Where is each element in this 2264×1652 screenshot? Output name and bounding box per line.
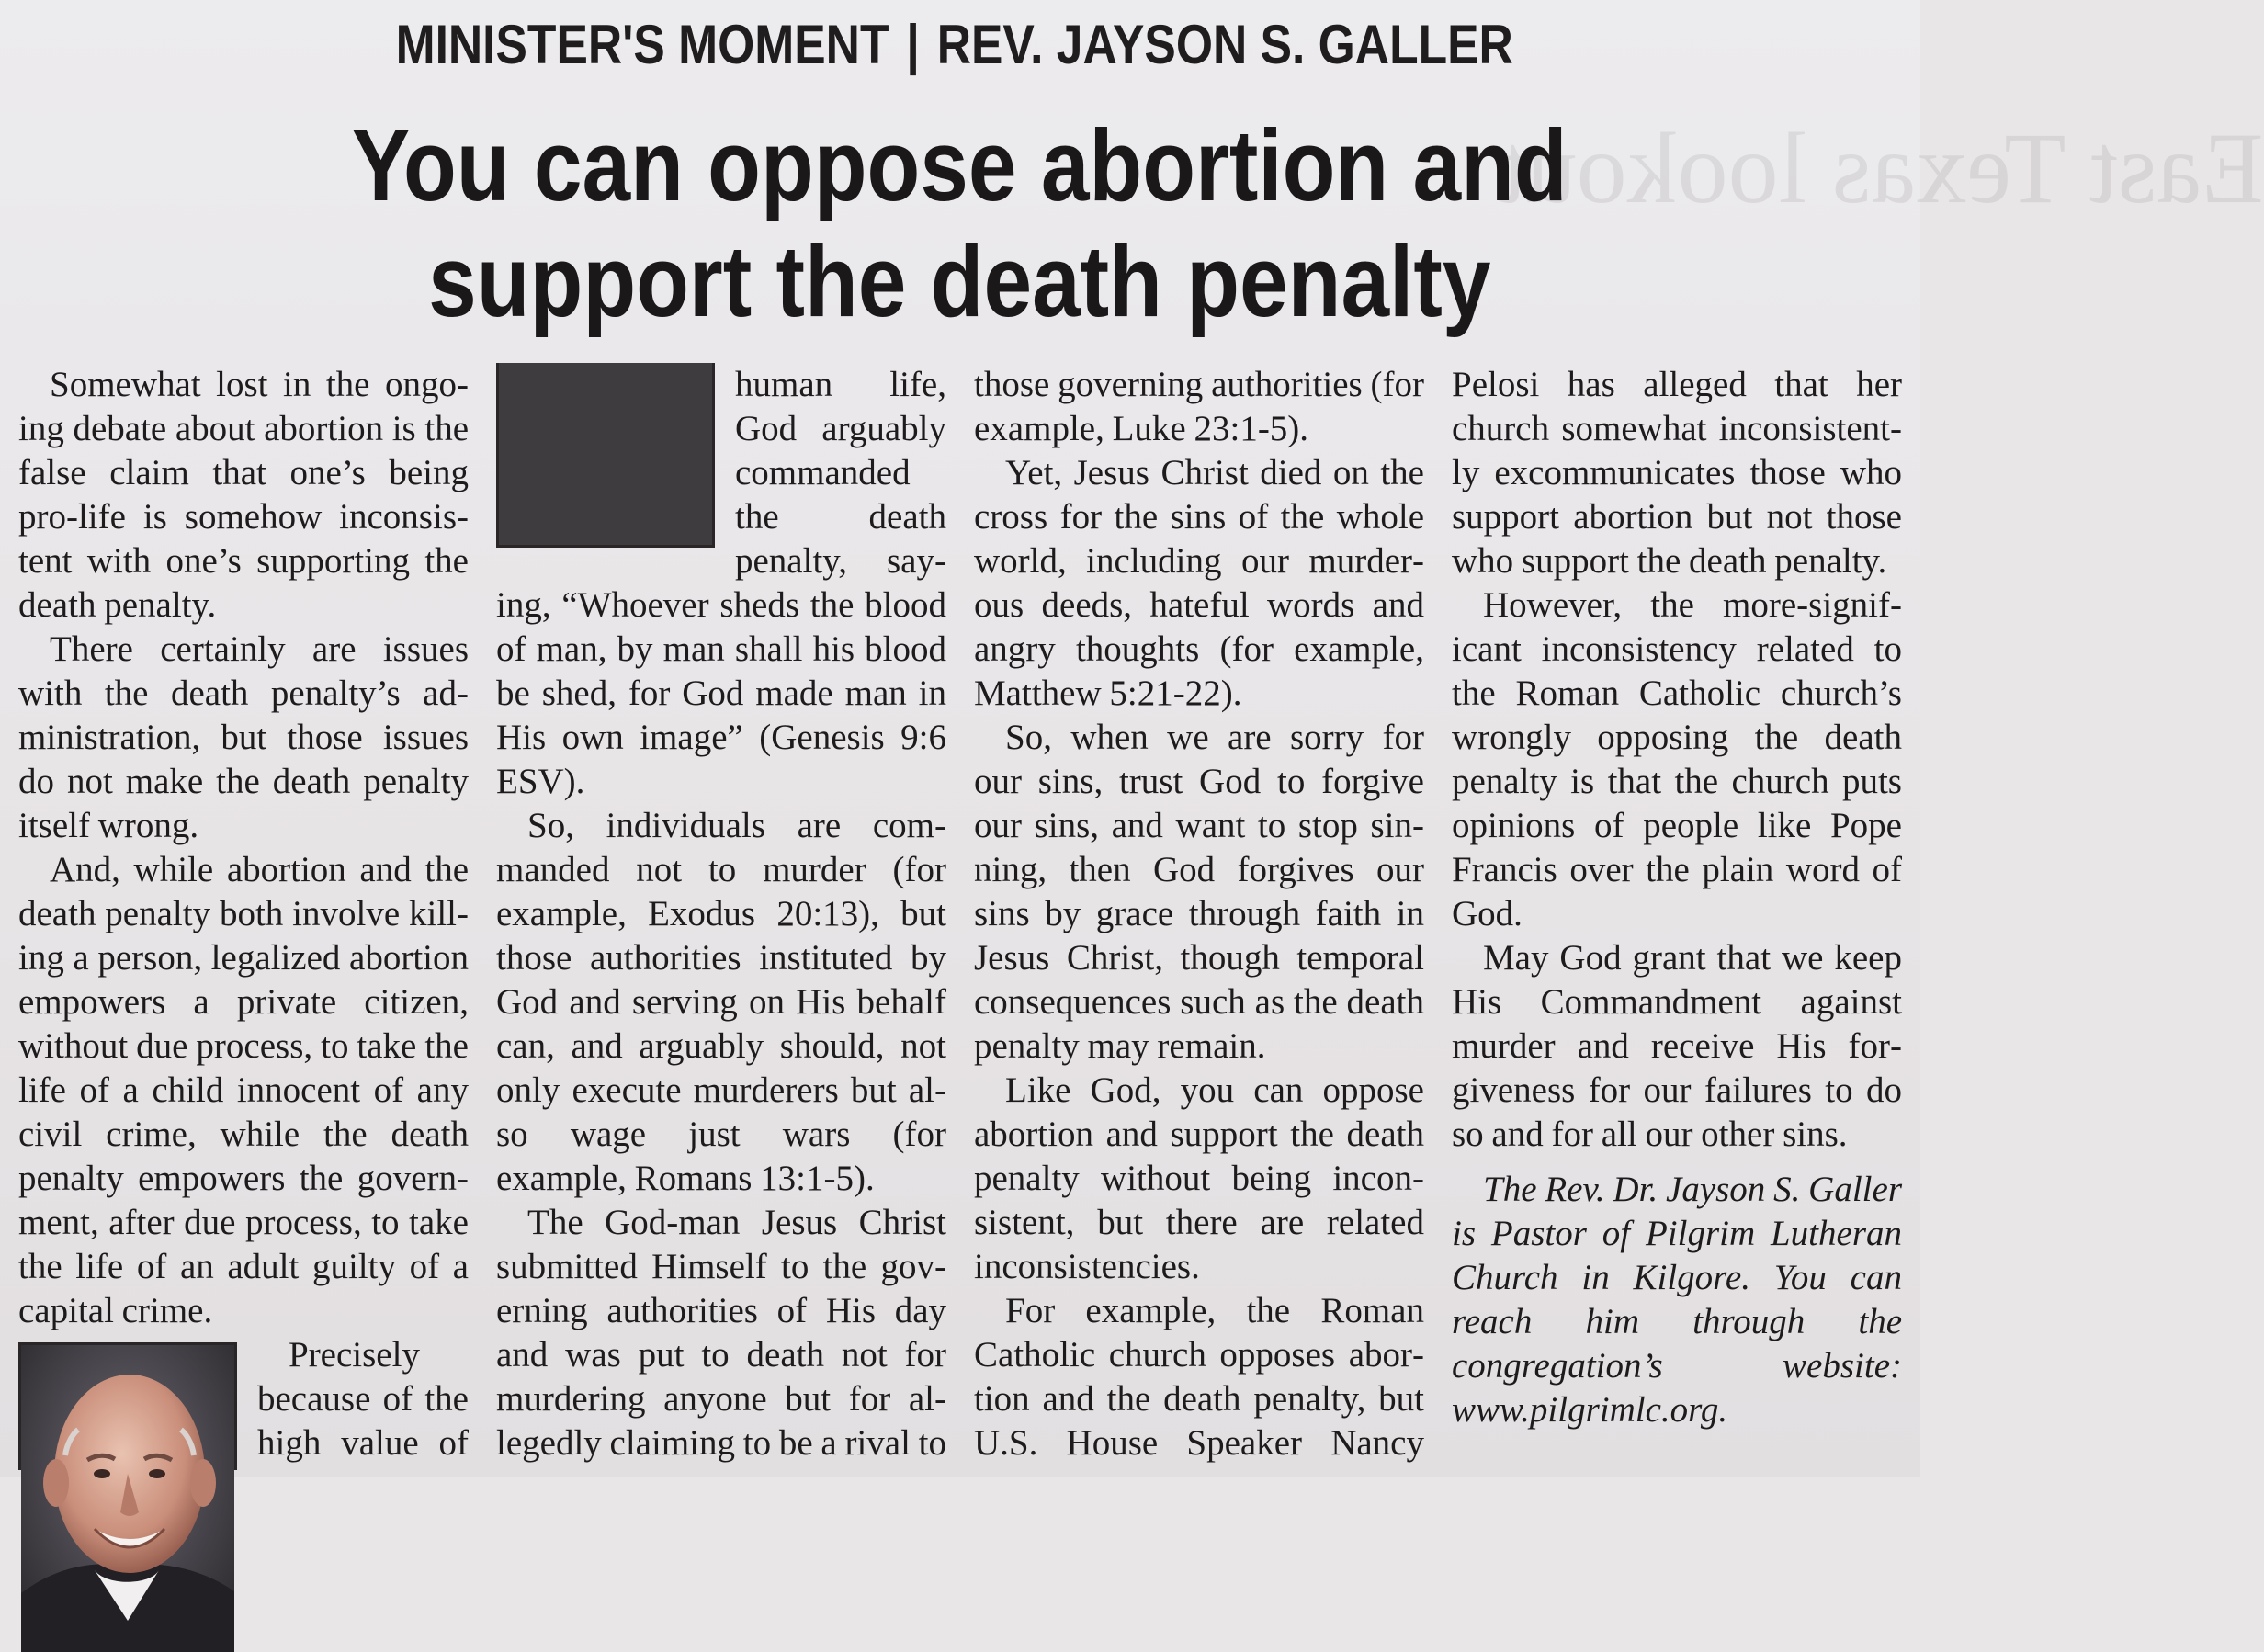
- headline: [134, 108, 1785, 340]
- article-paragraph: Somewhat lost in the ongoing debate about abortion is the false claim that one’s being pro-life is somehow inconsistent with one’s supporting the death penalty.: [18, 365, 469, 625]
- author-bio: The Rev. Dr. Jayson S. Galler is Pastor of Pilgrim Lutheran Church in Kilgore. You can reach him through the congregation’s website: www.pilgrimlc.org.: [1452, 1170, 1902, 1430]
- bleed-through-text: East Texas lookout: [1498, 112, 2264, 224]
- author-portrait-image: [21, 1345, 234, 1652]
- headline-line-2: support the death penalty: [428, 225, 1491, 338]
- article-paragraph: There certainly are issues with the death penalty’s administration, but those issues do not make the death penalty itself wrong.: [18, 629, 469, 845]
- column-author: REV. JAYSON S. GALLER: [936, 14, 1513, 75]
- column-kicker: [129, 13, 1780, 76]
- article-paragraph: May God grant that we keep His Commandment against murder and receive His forgiveness for our failures to do so and for all our other sins.: [1452, 938, 1902, 1154]
- article-paragraph: And, while abortion and the death penalty both involve killing a person, legalized abortion empowers a private citizen, without due process, to take the life of a child innocent of any civil crime, while the death penalty empowers the government, after due process, to take the life of an adult guilty of a capital crime.: [18, 850, 469, 1330]
- article-paragraph: So, individuals are commanded not to murder (for example, Exodus 20:13), but those authorities instituted by God and serving on His behalf can, and arguably should, not only execute murderers but also wage just wars (for example, Romans 13:1-5).: [496, 806, 946, 1198]
- article-paragraph: Yet, Jesus Christ died on the cross for the sins of the whole world, including our murderous deeds, hateful words and angry thoughts (for example, Matthew 5:21-22).: [974, 453, 1424, 713]
- headline-line-1: You can oppose abortion and: [351, 109, 1568, 222]
- column-name: MINISTER'S MOMENT: [395, 14, 889, 75]
- article-paragraph: Precisely because of the high value of human life, God arguably commanded the death penalty, saying, “Whoever sheds the blood of man, by man shall his blood be shed, for God made man in His own image” (Genesis 9:6 ESV).: [257, 365, 946, 1463]
- article-paragraph: Like God, you can oppose abortion and support the death penalty without being inconsistent, but there are related inconsistencies.: [974, 1070, 1424, 1286]
- article-paragraph: However, the more-significant inconsistency related to the Roman Catholic church’s wrongly opposing the death penalty is that the church puts opinions of people like Pope Francis over the plain word of God.: [1452, 585, 1902, 933]
- kicker-separator: |: [906, 14, 920, 75]
- article-paragraph: For example, the Roman Catholic church opposes abortion and the death penalty, but U.S. House Speaker Nancy Pelosi has alleged that her church somewhat inconsistently excommunicates those who support abortion but not those who support the death penalty.: [974, 365, 1902, 1463]
- article-paragraph: So, when we are sorry for our sins, trust God to forgive our sins, and want to stop sinning, then God forgives our sins by grace through faith in Jesus Christ, though temporal consequences such as the death penalty may remain.: [974, 718, 1424, 1066]
- article-paragraph: The God-man Jesus Christ submitted Himself to the governing authorities of His day and was put to death not for murdering anyone but for allegedly claiming to be a rival to those governing authorities (for example, Luke 23:1-5).: [496, 365, 1424, 1463]
- article-body: [18, 363, 1902, 1470]
